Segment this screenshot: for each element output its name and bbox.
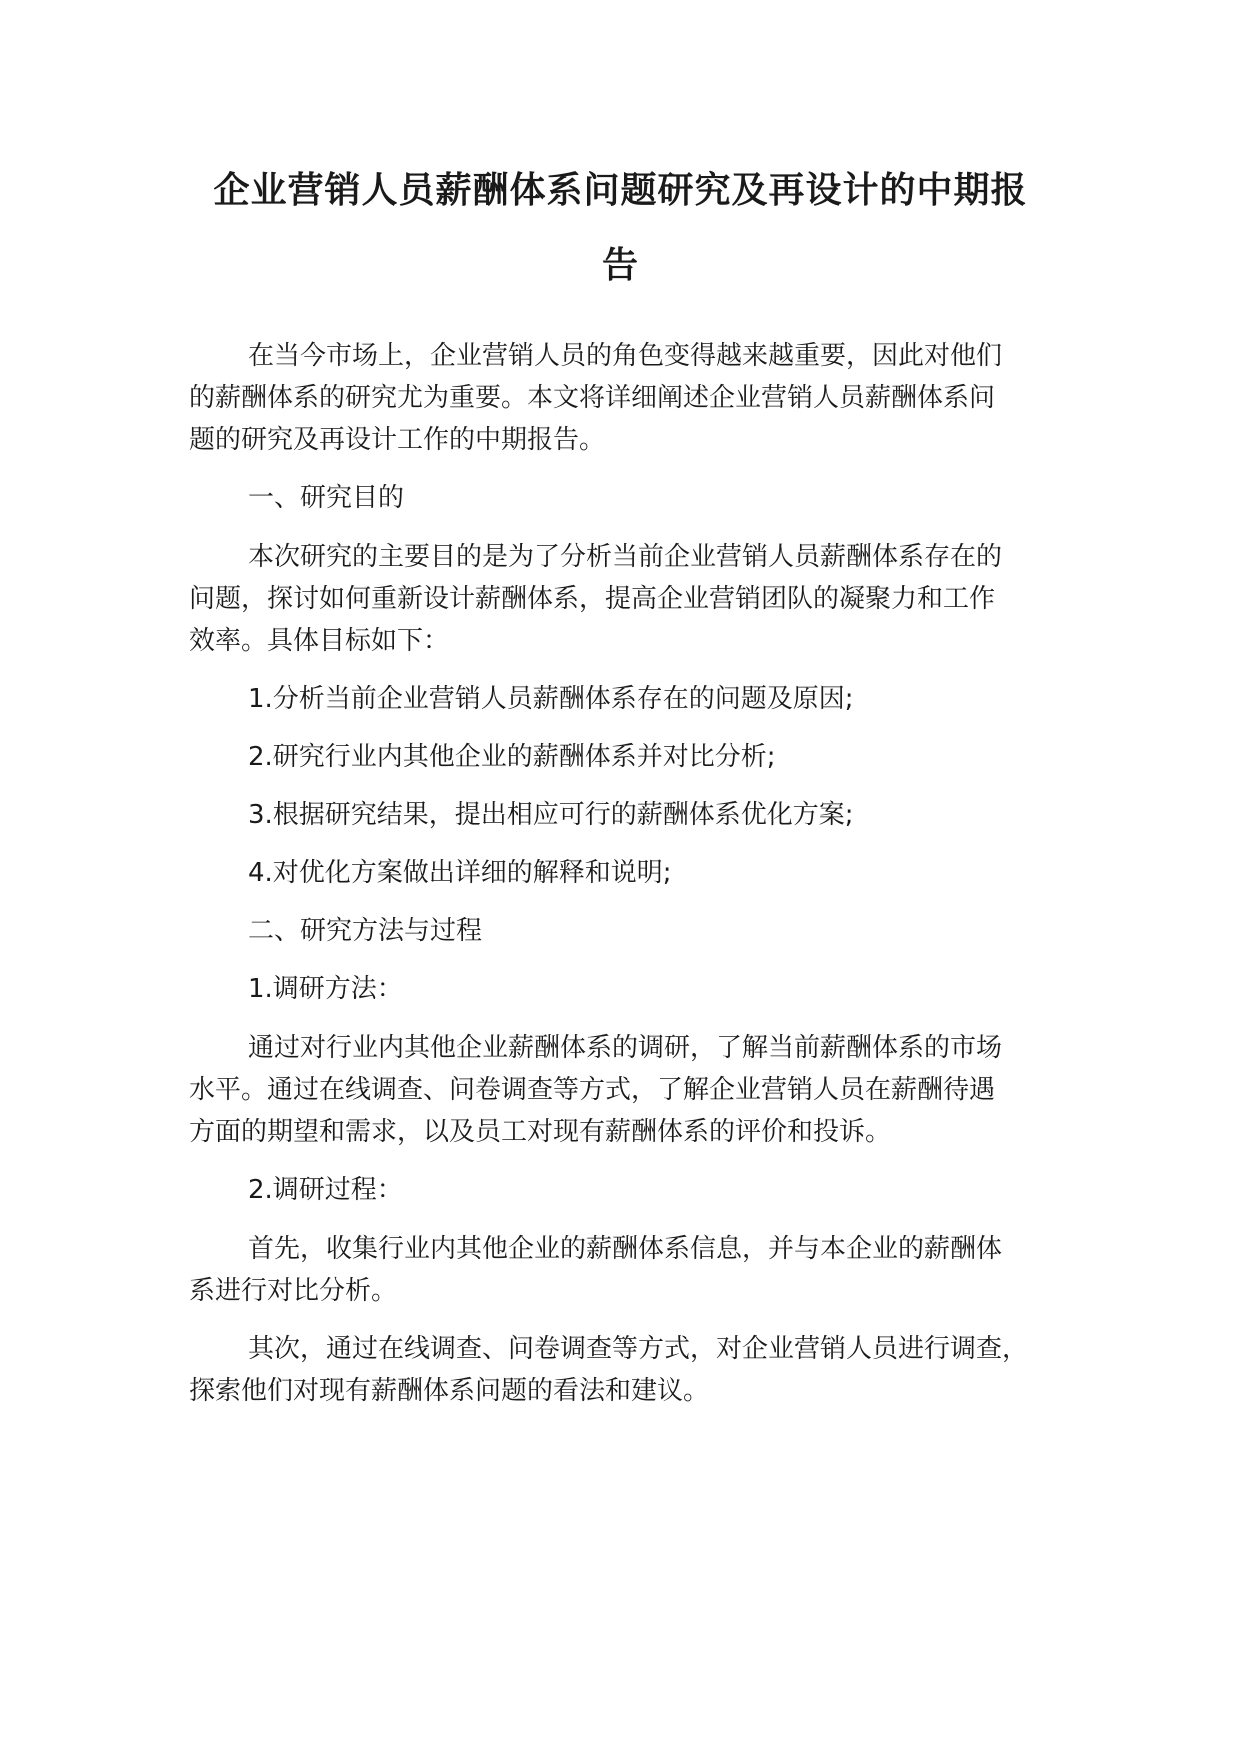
paragraph-method-line-1: 通过对行业内其他企业薪酬体系的调研，了解当前薪酬体系的市场: [248, 1033, 1003, 1063]
document-title-line-2: 告: [601, 245, 639, 286]
paragraph-intro-line-2: 的薪酬体系的研究尤为重要。本文将详细阐述企业营销人员薪酬体系问: [189, 383, 996, 413]
document-title-line-1: 企业营销人员薪酬体系问题研究及再设计的中期报: [213, 170, 1028, 211]
list-item-goal-4: 4.对优化方案做出详细的解释和说明;: [248, 858, 672, 888]
list-item-goal-1: 1.分析当前企业营销人员薪酬体系存在的问题及原因;: [248, 684, 854, 714]
paragraph-process-first-line-1: 首先，收集行业内其他企业的薪酬体系信息，并与本企业的薪酬体: [248, 1234, 1003, 1264]
paragraph-process-second-line-2: 探索他们对现有薪酬体系问题的看法和建议。: [189, 1376, 710, 1406]
paragraph-method-line-3: 方面的期望和需求，以及员工对现有薪酬体系的评价和投诉。: [189, 1117, 892, 1147]
paragraph-process-second-line-1: 其次，通过在线调查、问卷调查等方式，对企业营销人员进行调查，: [248, 1334, 1029, 1364]
subheading-research-method: 1.调研方法：: [248, 974, 403, 1004]
list-item-goal-3: 3.根据研究结果，提出相应可行的薪酬体系优化方案;: [248, 800, 854, 830]
subheading-research-process: 2.调研过程：: [248, 1175, 403, 1205]
section-heading-purpose: 一、研究目的: [248, 483, 405, 513]
paragraph-intro-line-3: 题的研究及再设计工作的中期报告。: [189, 425, 606, 455]
paragraph-purpose-line-3: 效率。具体目标如下：: [189, 626, 450, 656]
paragraph-process-first-line-2: 系进行对比分析。: [189, 1276, 398, 1306]
section-heading-method: 二、研究方法与过程: [248, 916, 483, 946]
paragraph-intro-line-1: 在当今市场上，企业营销人员的角色变得越来越重要，因此对他们: [248, 341, 1003, 371]
paragraph-method-line-2: 水平。通过在线调查、问卷调查等方式，了解企业营销人员在薪酬待遇: [189, 1075, 996, 1105]
paragraph-purpose-line-1: 本次研究的主要目的是为了分析当前企业营销人员薪酬体系存在的: [248, 542, 1003, 572]
paragraph-purpose-line-2: 问题，探讨如何重新设计薪酬体系，提高企业营销团队的凝聚力和工作: [189, 584, 996, 614]
list-item-goal-2: 2.研究行业内其他企业的薪酬体系并对比分析;: [248, 742, 776, 772]
